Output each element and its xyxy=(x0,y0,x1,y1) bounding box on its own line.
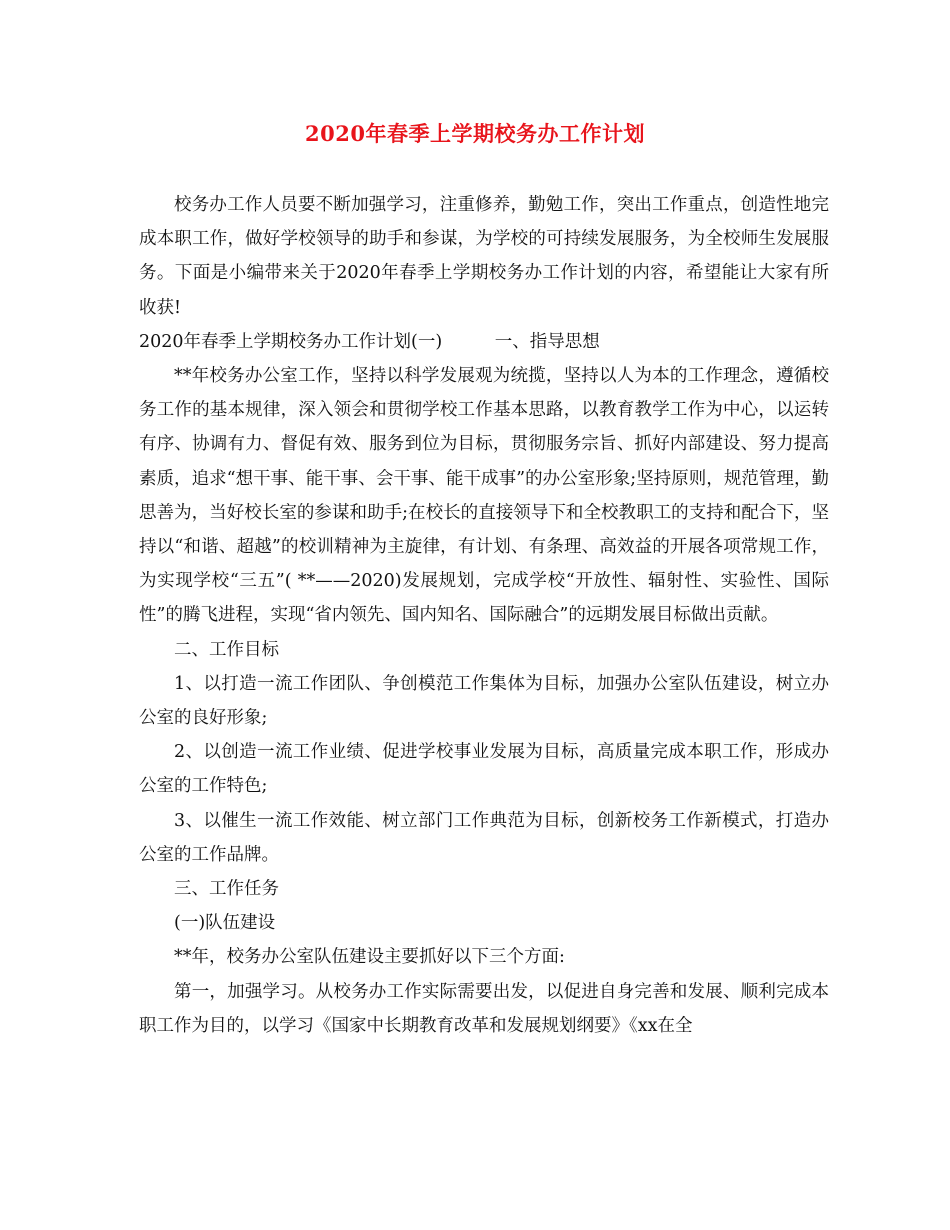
goal-item-3: 3、以催生一流工作效能、树立部门工作典范为目标，创新校务工作新模式，打造办公室的工作品牌。 xyxy=(139,810,829,865)
document-title: 2020年春季上学期校务办工作计划 xyxy=(305,121,645,146)
team-building-intro: **年，校务办公室队伍建设主要抓好以下三个方面: xyxy=(174,947,565,968)
section-heading-work-tasks: 三、工作任务 xyxy=(174,879,279,900)
subsection-heading-team-building: (一)队伍建设 xyxy=(174,913,276,934)
first-point-paragraph: 第一，加强学习。从校务办工作实际需要出发，以促进自身完善和发展、顺利完成本职工作为目的，以学习《国家中长期教育改革和发展规划纲要》《xx在全 xyxy=(139,981,829,1036)
document-body xyxy=(139,188,829,1043)
intro-paragraph: 校务办工作人员要不断加强学习，注重修养，勤勉工作，突出工作重点，创造性地完成本职工作，做好学校领导的助手和参谋，为学校的可持续发展服务，为全校师生发展服务。下面是小编带来关于2020年春季上学期校务办工作计划的内容，希望能让大家有所收获! xyxy=(139,195,829,318)
plan-subtitle: 2020年春季上学期校务办工作计划(一) xyxy=(139,331,443,352)
goal-item-1: 1、以打造一流工作团队、争创模范工作集体为目标，加强办公室队伍建设，树立办公室的良好形象; xyxy=(139,673,829,729)
goal-item-2: 2、以创造一流工作业绩、促进学校事业发展为目标，高质量完成本职工作，形成办公室的工作特色; xyxy=(139,742,829,797)
section-heading-work-goals: 二、工作目标 xyxy=(174,639,279,660)
guiding-ideology-paragraph: **年校务办公室工作，坚持以科学发展观为统揽，坚持以人为本的工作理念，遵循校务工作的基本规律，深入领会和贯彻学校工作基本思路，以教育教学工作为中心，以运转有序、协调有力、督促有效、服务到位为目标，贯彻服务宗旨、抓好内部建设、努力提高素质，追求“想干事、能干事、会干事、能干成事”的办公室形象;坚持原则，规范管理，勤思善为，当好校长室的参谋和助手;在校长的直接领导下和全校教职工的支持和配合下，坚持以“和谐、超越”的校训精神为主旋律，有计划、有条理、高效益的开展各项常规工作，为实现学校“三五”( **——2020)发展规划，完成学校“开放性、辐射性、实验性、国际性”的腾飞进程，实现“省内领先、国内知名、国际融合”的远期发展目标做出贡献。 xyxy=(139,366,829,626)
subtitle-line xyxy=(139,325,829,359)
section-heading-guiding-ideology: 一、指导思想 xyxy=(494,331,600,352)
